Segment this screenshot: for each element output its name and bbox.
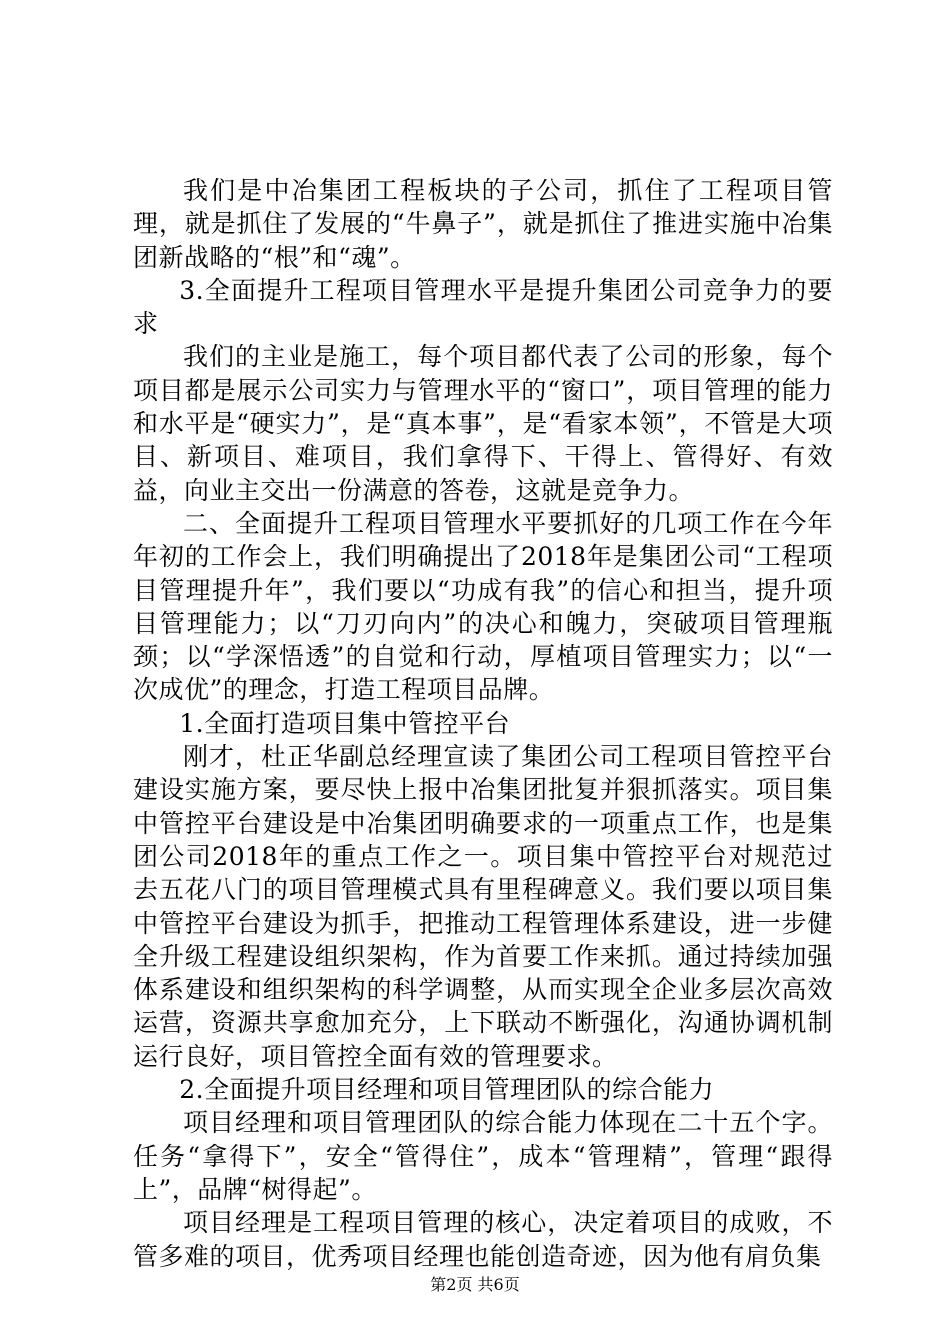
section-heading: 3.全面提升工程项目管理水平是提升集团公司竞争力的要求 <box>133 275 833 339</box>
page-footer: 第2页 共6页 <box>430 1275 520 1294</box>
paragraph: 我们是中冶集团工程板块的子公司，抓住了工程项目管理，就是抓住了发展的“牛鼻子”，就是抓住了推进实施中冶集团新战略的“根”和“魂”。 <box>133 176 833 272</box>
paragraph: 我们的主业是施工，每个项目都代表了公司的形象，每个项目都是展示公司实力与管理水平的“窗口”，项目管理的能力和水平是“硬实力”，是“真本事”，是“看家本领”，不管是大项目、新项目、难项目，我们拿得下、干得上、管得好、有效益，向业主交出一份满意的答卷，这就是竞争力。 <box>133 342 833 505</box>
section-heading: 2.全面提升项目经理和项目管理团队的综合能力 <box>179 1075 715 1105</box>
section-heading: 1.全面打造项目集中管控平台 <box>179 708 511 738</box>
document-body <box>133 174 833 1273</box>
paragraph: 刚才，杜正华副总经理宣读了集团公司工程项目管控平台建设实施方案，要尽快上报中冶集团批复并狠抓落实。项目集中管控平台建设是中冶集团明确要求的一项重点工作，也是集团公司2018年的重点工作之一。项目集中管控平台对规范过去五花八门的项目管理模式具有里程碑意义。我们要以项目集中管控平台建设为抓手，把推动工程管理体系建设，进一步健全升级工程建设组织架构，作为首要工作来抓。通过持续加强体系建设和组织架构的科学调整，从而实现全企业多层次高效运营，资源共享愈加充分，上下联动不断强化，沟通协调机制运行良好，项目管控全面有效的管理要求。 <box>133 742 833 1071</box>
paragraph: 二、全面提升工程项目管理水平要抓好的几项工作在今年年初的工作会上，我们明确提出了2018年是集团公司“工程项目管理提升年”，我们要以“功成有我”的信心和担当，提升项目管理能力；以“刀刃向内”的决心和魄力，突破项目管理瓶颈；以“学深悟透”的自觉和行动，厚植项目管理实力；以“一次成优”的理念，打造工程项目品牌。 <box>133 508 833 705</box>
paragraph: 项目经理是工程项目管理的核心，决定着项目的成败，不管多难的项目，优秀项目经理也能创造奇迹，因为他有肩负集 <box>133 1208 833 1271</box>
paragraph: 项目经理和项目管理团队的综合能力体现在二十五个字。任务“拿得下”，安全“管得住”，成本“管理精”，管理“跟得上”，品牌“树得起”。 <box>133 1108 833 1204</box>
